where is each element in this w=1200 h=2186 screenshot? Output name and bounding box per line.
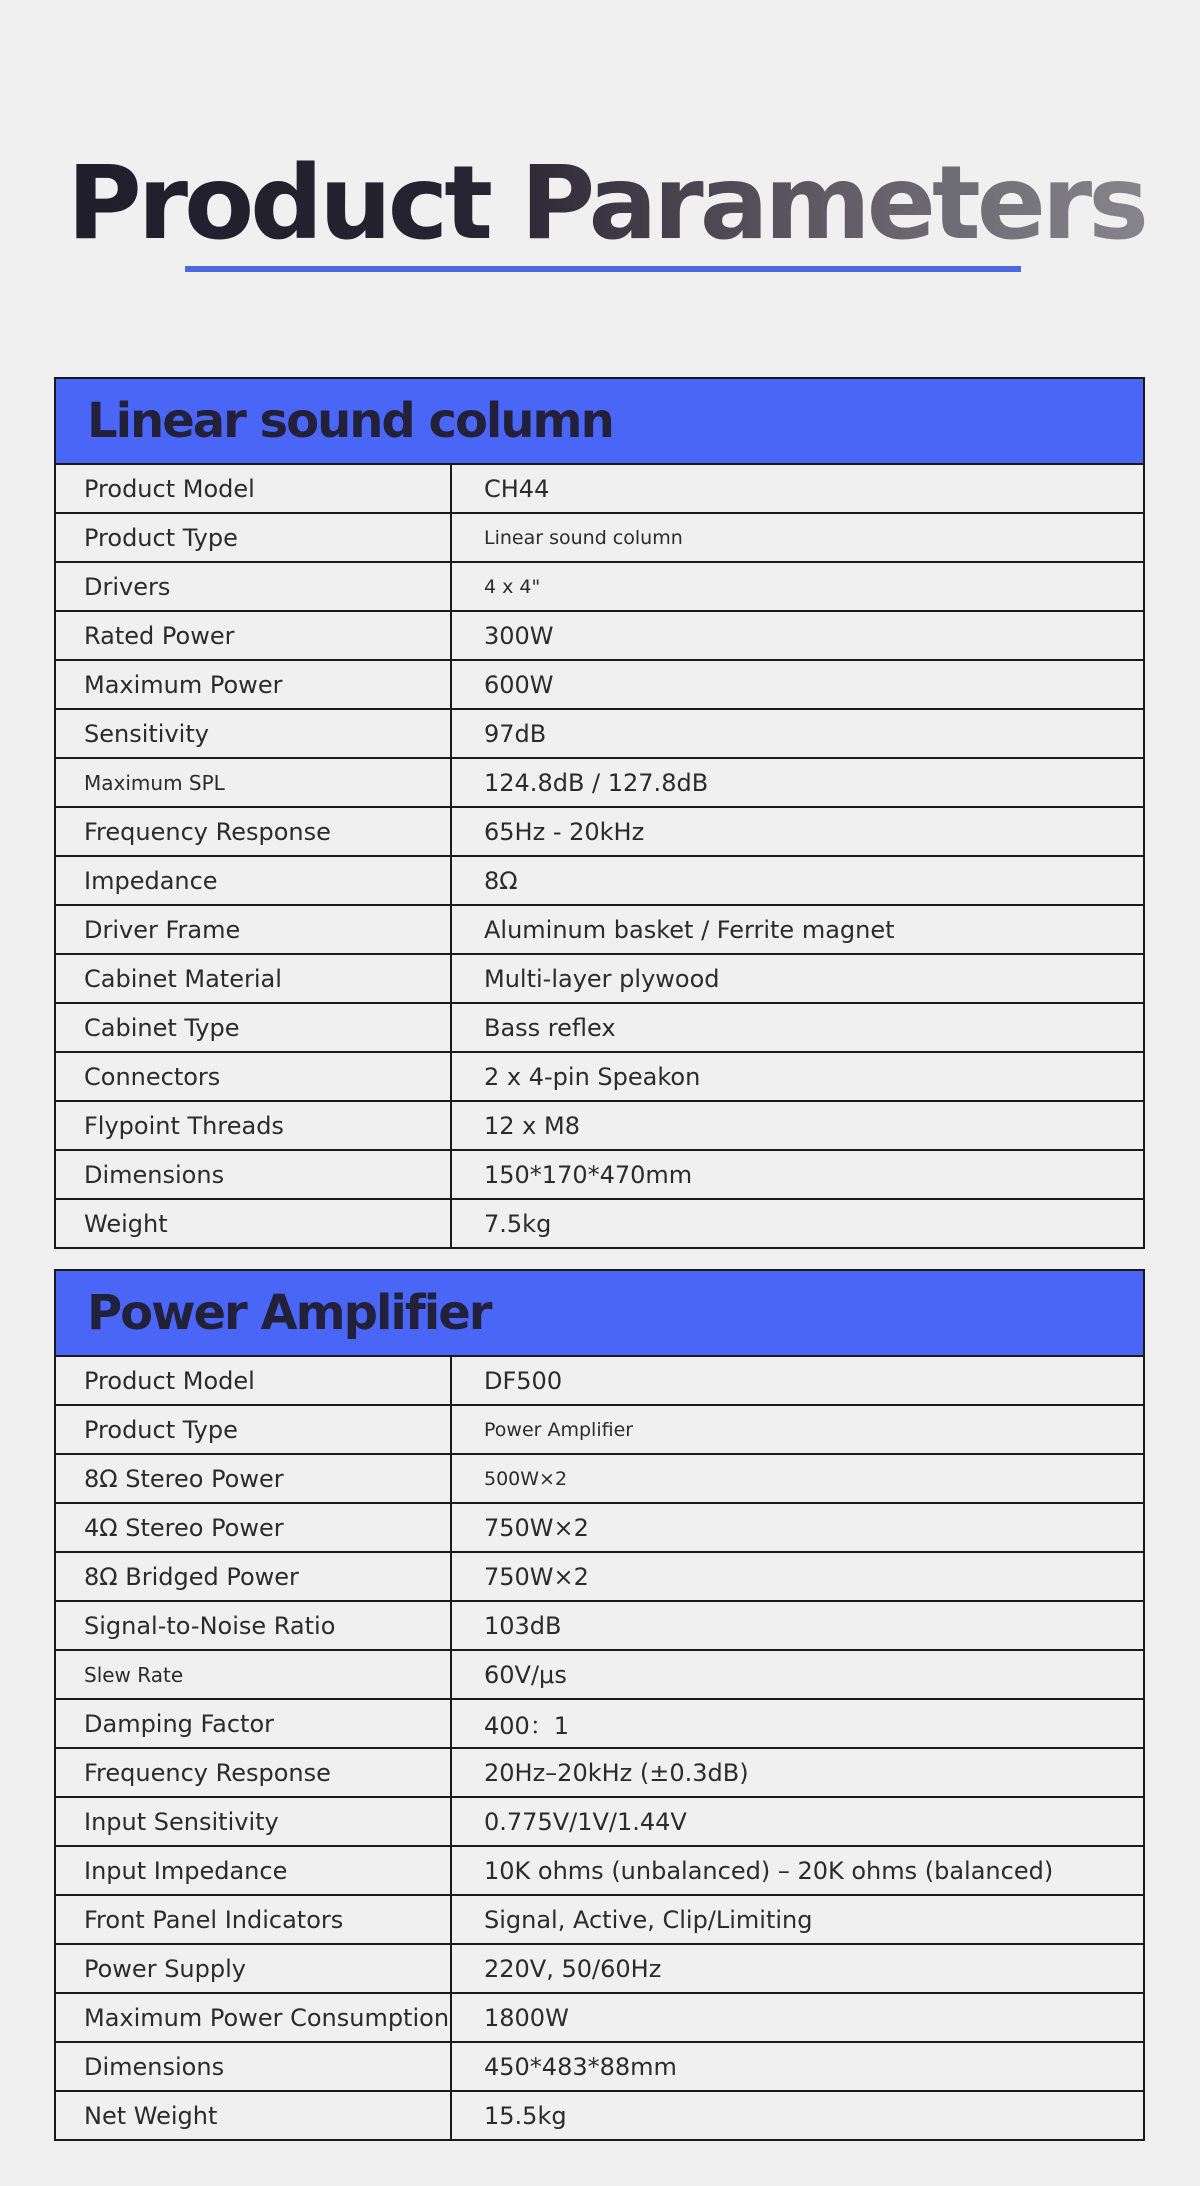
- table-row: [55, 758, 1144, 807]
- spec-label: Maximum Power Consumption: [55, 1993, 451, 2042]
- title-underline: [185, 266, 1021, 272]
- spec-value: Multi-layer plywood: [451, 954, 1144, 1003]
- table-row: [55, 2091, 1144, 2140]
- table-row: [55, 1405, 1144, 1454]
- spec-label: Frequency Response: [55, 807, 451, 856]
- spec-label: Net Weight: [55, 2091, 451, 2140]
- spec-value: 124.8dB / 127.8dB: [451, 758, 1144, 807]
- spec-label: Dimensions: [55, 2042, 451, 2091]
- table-row: [55, 1601, 1144, 1650]
- spec-label: Maximum Power: [55, 660, 451, 709]
- table-row: [55, 1650, 1144, 1699]
- spec-label: 8Ω Bridged Power: [55, 1552, 451, 1601]
- spec-value: 0.775V/1V/1.44V: [451, 1797, 1144, 1846]
- table-row: [55, 1895, 1144, 1944]
- spec-label: 4Ω Stereo Power: [55, 1503, 451, 1552]
- table-row: [55, 709, 1144, 758]
- spec-label: Drivers: [55, 562, 451, 611]
- table-row: [55, 562, 1144, 611]
- spec-label: Product Type: [55, 513, 451, 562]
- spec-label: Maximum SPL: [55, 758, 451, 807]
- table-header-row: [55, 1270, 1144, 1356]
- spec-value: Signal, Active, Clip/Limiting: [451, 1895, 1144, 1944]
- spec-value: 750W×2: [451, 1503, 1144, 1552]
- table-heading: Power Amplifier: [55, 1270, 1144, 1356]
- table-row: [55, 1356, 1144, 1405]
- page-title: Product Parameters: [0, 140, 1200, 268]
- speaker-spec-table: [54, 377, 1145, 1249]
- spec-label: Product Model: [55, 1356, 451, 1405]
- spec-label: Signal-to-Noise Ratio: [55, 1601, 451, 1650]
- spec-value: 600W: [451, 660, 1144, 709]
- spec-label: Product Type: [55, 1405, 451, 1454]
- table-row: [55, 660, 1144, 709]
- spec-label: Connectors: [55, 1052, 451, 1101]
- spec-label: 8Ω Stereo Power: [55, 1454, 451, 1503]
- table-row: [55, 1503, 1144, 1552]
- spec-value: 450*483*88mm: [451, 2042, 1144, 2091]
- spec-value: Bass reflex: [451, 1003, 1144, 1052]
- spec-value: 7.5kg: [451, 1199, 1144, 1248]
- table-row: [55, 807, 1144, 856]
- spec-label: Flypoint Threads: [55, 1101, 451, 1150]
- spec-label: Weight: [55, 1199, 451, 1248]
- spec-value: 60V/μs: [451, 1650, 1144, 1699]
- spec-label: Sensitivity: [55, 709, 451, 758]
- spec-label: Power Supply: [55, 1944, 451, 1993]
- spec-label: Front Panel Indicators: [55, 1895, 451, 1944]
- spec-label: Cabinet Material: [55, 954, 451, 1003]
- spec-value: 65Hz - 20kHz: [451, 807, 1144, 856]
- table-row: [55, 1748, 1144, 1797]
- spec-value: 4 x 4": [451, 562, 1144, 611]
- spec-label: Driver Frame: [55, 905, 451, 954]
- table-row: [55, 905, 1144, 954]
- spec-value: 220V, 50/60Hz: [451, 1944, 1144, 1993]
- spec-value: Power Amplifier: [451, 1405, 1144, 1454]
- table-row: [55, 1150, 1144, 1199]
- spec-value: Aluminum basket / Ferrite magnet: [451, 905, 1144, 954]
- spec-value: 2 x 4-pin Speakon: [451, 1052, 1144, 1101]
- spec-value: 12 x M8: [451, 1101, 1144, 1150]
- spec-value: 10K ohms (unbalanced) – 20K ohms (balanced): [451, 1846, 1144, 1895]
- table-row: [55, 1101, 1144, 1150]
- spec-value: CH44: [451, 464, 1144, 513]
- table-row: [55, 1199, 1144, 1248]
- table-row: [55, 1003, 1144, 1052]
- spec-value: 20Hz–20kHz (±0.3dB): [451, 1748, 1144, 1797]
- spec-value: 15.5kg: [451, 2091, 1144, 2140]
- spec-label: Product Model: [55, 464, 451, 513]
- table-header-row: [55, 378, 1144, 464]
- table-row: [55, 1052, 1144, 1101]
- spec-value: Linear sound column: [451, 513, 1144, 562]
- spec-value: 500W×2: [451, 1454, 1144, 1503]
- spec-value: DF500: [451, 1356, 1144, 1405]
- table-row: [55, 2042, 1144, 2091]
- spec-label: Slew Rate: [55, 1650, 451, 1699]
- table-heading: Linear sound column: [55, 378, 1144, 464]
- table-row: [55, 856, 1144, 905]
- spec-value: 1800W: [451, 1993, 1144, 2042]
- table-row: [55, 1552, 1144, 1601]
- spec-label: Frequency Response: [55, 1748, 451, 1797]
- spec-label: Rated Power: [55, 611, 451, 660]
- spec-value: 150*170*470mm: [451, 1150, 1144, 1199]
- table-row: [55, 513, 1144, 562]
- table-row: [55, 1993, 1144, 2042]
- spec-value: 97dB: [451, 709, 1144, 758]
- spec-label: Impedance: [55, 856, 451, 905]
- spec-value: 103dB: [451, 1601, 1144, 1650]
- spec-label: Input Sensitivity: [55, 1797, 451, 1846]
- table-row: [55, 1797, 1144, 1846]
- spec-label: Damping Factor: [55, 1699, 451, 1748]
- table-row: [55, 1846, 1144, 1895]
- spec-value: 400：1: [451, 1699, 1144, 1748]
- table-row: [55, 1699, 1144, 1748]
- amplifier-spec-table: [54, 1269, 1145, 2141]
- table-row: [55, 954, 1144, 1003]
- spec-value: 8Ω: [451, 856, 1144, 905]
- table-row: [55, 464, 1144, 513]
- spec-label: Input Impedance: [55, 1846, 451, 1895]
- spec-value: 300W: [451, 611, 1144, 660]
- table-row: [55, 1454, 1144, 1503]
- spec-value: 750W×2: [451, 1552, 1144, 1601]
- table-row: [55, 611, 1144, 660]
- table-row: [55, 1944, 1144, 1993]
- spec-label: Cabinet Type: [55, 1003, 451, 1052]
- spec-label: Dimensions: [55, 1150, 451, 1199]
